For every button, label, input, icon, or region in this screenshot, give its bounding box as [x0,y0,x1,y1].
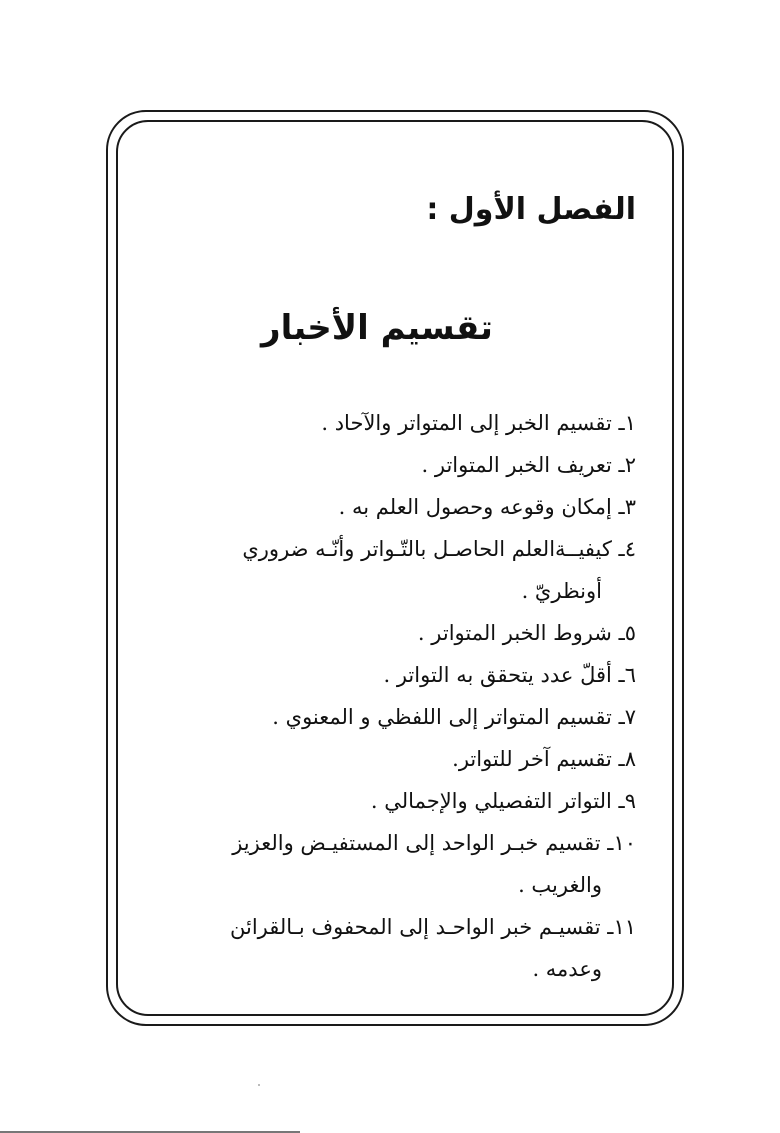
topic-item [128,696,636,738]
topic-text: ٧ـ تقسيم المتواتر إلى اللفظي و المعنوي . [272,705,636,729]
topic-item [128,822,636,906]
topic-item [128,444,636,486]
topic-item [128,528,636,612]
topic-text: ٦ـ أقلّ عدد يتحقق به التواتر . [383,663,636,687]
topic-text-continued: والغريب . [518,873,602,897]
chapter-heading: الفصل الأول : [426,192,636,227]
topic-item [128,738,636,780]
topic-text: ٨ـ تقسيم آخر للتواتر. [452,747,636,771]
topic-text: ٢ـ تعريف الخبر المتواتر . [421,453,636,477]
topics-list [128,402,636,990]
topic-item [128,486,636,528]
section-title: تقسيم الأخبار [261,308,493,348]
topic-text: ١٠ـ تقسيم خبـر الواحد إلى المستفيـض والعزيز [232,831,636,855]
topic-item [128,906,636,990]
topic-text: ٩ـ التواتر التفصيلي والإجمالي . [370,789,636,813]
topic-text: ١ـ تقسيم الخبر إلى المتواتر والآحاد . [321,411,636,435]
scan-speck [258,1084,260,1086]
topic-item [128,654,636,696]
topic-text: ٥ـ شروط الخبر المتواتر . [417,621,636,645]
topic-text-continued: وعدمه . [532,957,602,981]
topic-item [128,780,636,822]
topic-item [128,402,636,444]
topic-text: ٤ـ كيفيــةالعلم الحاصـل بالتّـواتر وأنّـه ضروري [242,537,636,561]
page-content [128,120,636,1010]
topic-item [128,612,636,654]
topic-text: ٣ـ إمكان وقوعه وحصول العلم به . [338,495,636,519]
topic-text-continued: أونظريّ . [521,579,602,603]
topic-text: ١١ـ تقسيـم خبر الواحـد إلى المحفوف بـالقرائن [230,915,636,939]
